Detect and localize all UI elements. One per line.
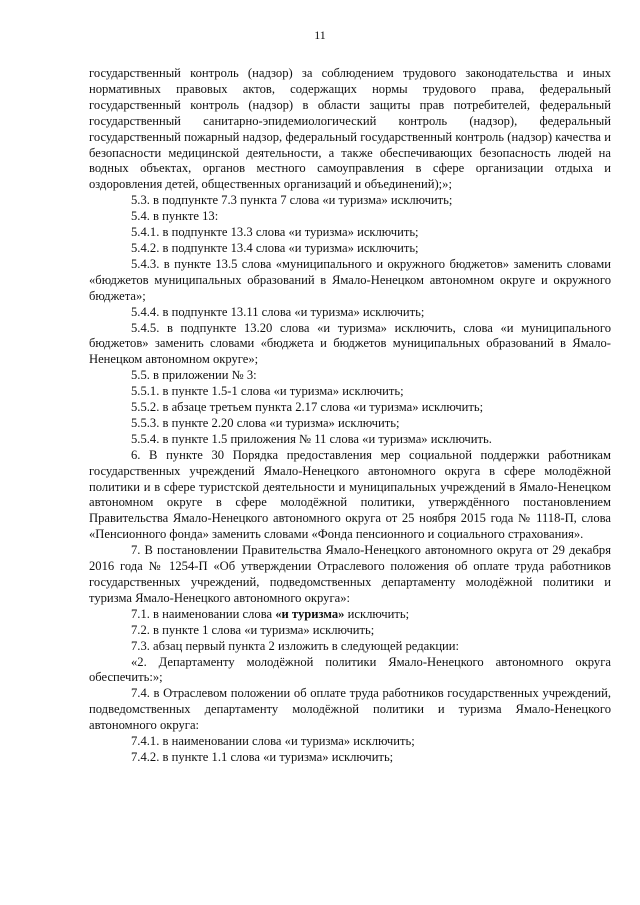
section-6: 6. В пункте 30 Порядка предоставления мер социальной поддержки работникам государственных учреждений Ямало-Ненецкого автономного округа в сфере молодёжной политики и в сфере туристской деятельности и муниципальных учреждений в Ямало-Ненецком автономном округе в сфере молодёжной политики, утверждённого постановлением Правительства Ямало-Ненецкого автономного округа от 25 ноября 2015 года № 1118-П, слова «Пенсионного фонда» заменить словами «Фонда пенсионного и социального страхования». [89,447,611,542]
clause-7-4: 7.4. в Отраслевом положении об оплате труда работников государственных учреждений, подведомственных департаменту молодёжной политики и туризма Ямало-Ненецкого автономного округа: [89,686,611,733]
page-number: 11 [314,28,326,42]
document-body [89,66,611,766]
clause-5-4-4: 5.4.4. в подпункте 13.11 слова «и туризма» исключить; [131,304,425,319]
clause-7-4-2: 7.4.2. в пункте 1.1 слова «и туризма» исключить; [131,749,394,764]
clause-5-4-5: 5.4.5. в подпункте 13.20 слова «и туризма» исключить, слова «и муниципального бюджетов» заменить словами «бюджета и бюджетов муниципальных образований в Ямало-Ненецком автономном округе»; [89,320,611,367]
clause-5-5-1: 5.5.1. в пункте 1.5-1 слова «и туризма» исключить; [131,384,404,399]
clause-7-3: 7.3. абзац первый пункта 2 изложить в следующей редакции: [131,638,460,653]
clause-7-3-quote: «2. Департаменту молодёжной политики Ямало-Ненецкого автономного округа обеспечить:»; [89,654,611,685]
clause-7-4-1: 7.4.1. в наименовании слова «и туризма» исключить; [131,734,415,749]
clause-5-4-1: 5.4.1. в подпункте 13.3 слова «и туризма» исключить; [131,225,419,240]
clause-5-5-4: 5.5.4. в пункте 1.5 приложения № 11 слова «и туризма» исключить. [131,431,492,446]
clause-5-5-3: 5.5.3. в пункте 2.20 слова «и туризма» исключить; [131,415,400,430]
section-7: 7. В постановлении Правительства Ямало-Ненецкого автономного округа от 29 декабря 2016 года № 1254-П «Об утверждении Отраслевого положения об оплате труда работников государственных учреждений, подведомственных департаменту молодёжной политики и туризма Ямало-Ненецкого автономного округа»: [89,543,611,605]
clause-5-5: 5.5. в приложении № 3: [131,368,257,383]
clause-7-1-bold: «и туризма» [275,606,345,621]
paragraph-continuation: государственный контроль (надзор) за соблюдением трудового законодательства и иных нормативных правовых актов, содержащих нормы трудового права, федеральный государственный контроль (надзор) в области защиты прав потребителей, федеральный государственный санитарно-эпидемиологический контроль (надзор), федеральный государственный пожарный надзор, федеральный государственный контроль (надзор) качества и безопасности медицинской деятельности, а также обеспечивающих безопасность людей на водных объектах, органов местного самоуправления в сфере организации отдыха и оздоровления детей, общественных организаций и объединений);»; [89,66,611,192]
clause-5-3: 5.3. в подпункте 7.3 пункта 7 слова «и туризма» исключить; [131,193,453,208]
clause-5-5-2: 5.5.2. в абзаце третьем пункта 2.17 слова «и туризма» исключить; [131,400,484,415]
clause-7-1-prefix: 7.1. в наименовании слова [131,606,276,621]
clause-5-4-2: 5.4.2. в подпункте 13.4 слова «и туризма» исключить; [131,240,419,255]
clause-7-2: 7.2. в пункте 1 слова «и туризма» исключить; [131,622,375,637]
clause-5-4: 5.4. в пункте 13: [131,209,219,224]
clause-7-1-suffix: исключить; [344,606,410,621]
clause-5-4-3: 5.4.3. в пункте 13.5 слова «муниципального и окружного бюджетов» заменить словами «бюджетов муниципальных образований в Ямало-Ненецком автономном округе и окружного бюджета»; [89,256,611,303]
clause-7-1 [89,607,611,623]
